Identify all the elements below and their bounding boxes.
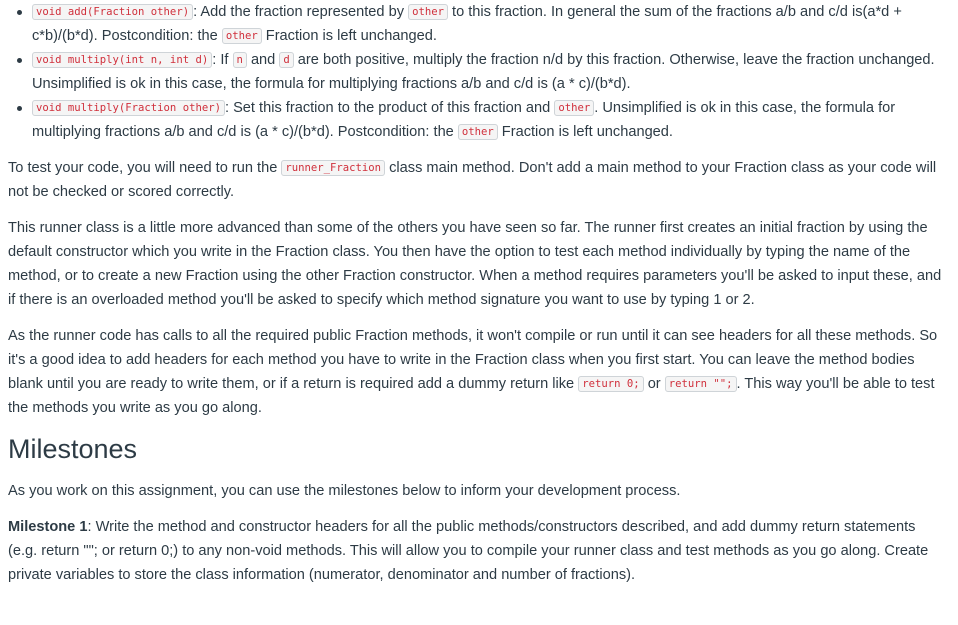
method-item-multiply-fraction [32, 96, 946, 144]
code-add-signature: void add(Fraction other) [32, 4, 193, 20]
method-multiply-fraction-text-2: . Unsimplified is ok in this case, the formula for multiplying fractions a/b and c/d is (a * c)/(b*d). Postcondition: the [32, 100, 896, 140]
method-multiply-fraction-text-3: Fraction is left unchanged. [497, 124, 673, 140]
method-multiply-fraction-text-1: : Set this fraction to the product of this fraction and [224, 100, 555, 116]
headers-text-1: As the runner code has calls to all the required public Fraction methods, it won't compile or run until it can see headers for all these methods. So it's a good idea to add headers for each method you have to write in the Fraction class when you first start. You can leave the method bodies blank until you are ready to write them, or if a return is required add a dummy return like [8, 328, 938, 392]
code-runner-fraction: runner_Fraction [281, 160, 385, 176]
method-add-text-3: Fraction is left unchanged. [261, 28, 437, 44]
method-add-text-1: : Add the fraction represented by [193, 4, 409, 20]
code-other: other [458, 124, 498, 140]
method-multiply-int-text-2: and [246, 52, 280, 68]
runner-advanced-paragraph: This runner class is a little more advanced than some of the others you have seen so far. The runner first creates an initial fraction by using the default constructor which you write in the Fraction class. You then have the option to test each method individually by typing the name of the method, or to create a new Fraction using the other Fraction constructor. When a method requires parameters you'll be asked to input these, and if there is an overloaded method you'll be asked to specify which method signature you want to use by typing 1 or 2. [8, 220, 942, 308]
runner-text-1: To test your code, you will need to run the [8, 160, 282, 176]
headers-text-3: . This way you'll be able to test the methods you write as you go along. [8, 376, 935, 416]
milestone-1-label: Milestone 1 [8, 519, 88, 535]
method-list [8, 0, 946, 144]
method-item-multiply-int [32, 48, 946, 96]
code-d: d [279, 52, 293, 68]
milestones-heading: Milestones [8, 434, 138, 464]
milestones-intro: As you work on this assignment, you can use the milestones below to inform your development process. [8, 483, 681, 499]
method-item-add [32, 0, 946, 48]
method-multiply-int-text-1: : If [212, 52, 233, 68]
runner-paragraph [8, 156, 946, 204]
code-other: other [554, 100, 594, 116]
code-other: other [408, 4, 448, 20]
headers-text-2: or [643, 376, 665, 392]
runner-text-2: class main method. Don't add a main method to your Fraction class as your code will not be checked or scored correctly. [8, 160, 937, 200]
milestone-1-text: : Write the method and constructor headers for all the public methods/constructors described, and add dummy return statements (e.g. return ""; or return 0;) to any non-void methods. This will allow you to compile your runner class and test methods as you go along. Create private variables to store the class information (numerator, denominator and number of fractions). [8, 519, 929, 583]
method-add-text-2: to this fraction. In general the sum of the fractions a/b and c/d is(a*d + c*b)/(b*d). Postcondition: the [32, 4, 902, 44]
code-multiply-fraction-signature: void multiply(Fraction other) [32, 100, 225, 116]
code-return-zero: return 0; [578, 376, 643, 392]
milestone-1-paragraph [8, 515, 946, 587]
method-multiply-int-text-3: are both positive, multiply the fraction n/d by this fraction. Otherwise, leave the fraction unchanged. Unsimplified is ok in this case, the formula for multiplying fractions a/b and c/d is (a * c)/(b*d). [32, 52, 935, 92]
code-n: n [233, 52, 247, 68]
code-other: other [222, 28, 262, 44]
code-return-empty-string: return ""; [665, 376, 737, 392]
code-multiply-int-signature: void multiply(int n, int d) [32, 52, 212, 68]
headers-paragraph [8, 324, 946, 420]
